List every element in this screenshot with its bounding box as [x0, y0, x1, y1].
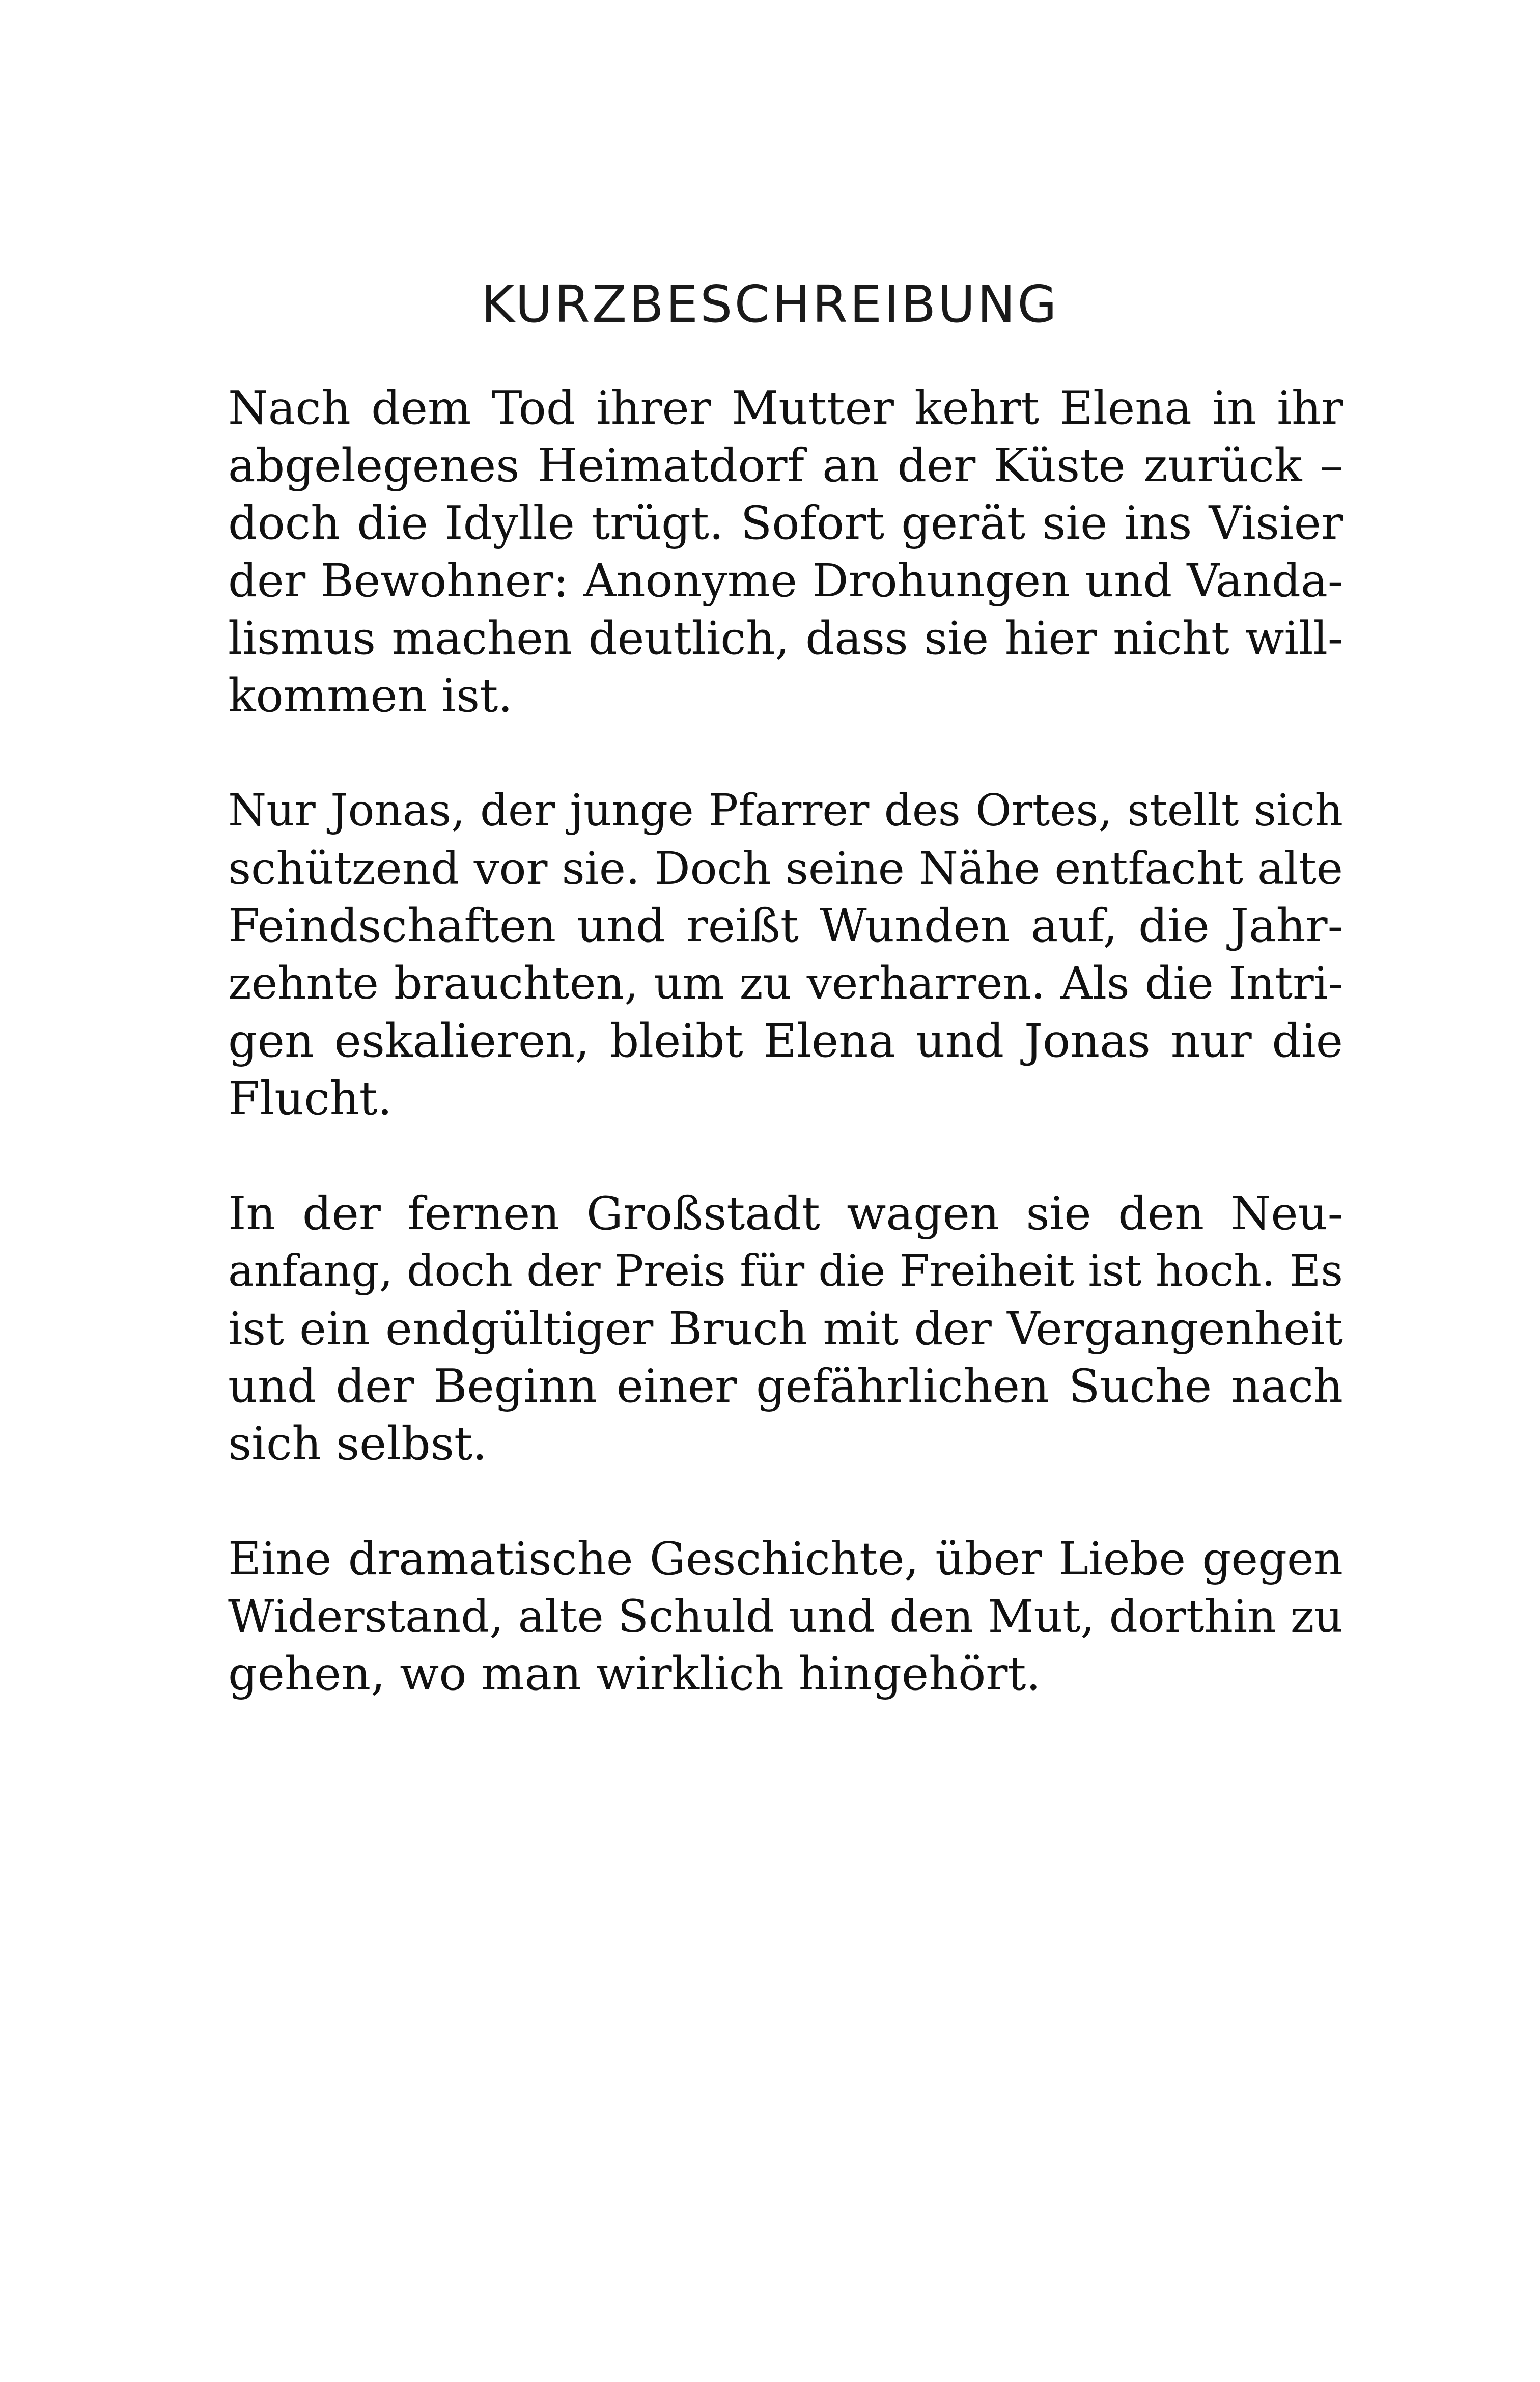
- section-heading: KURZBESCHREIBUNG: [481, 274, 1059, 334]
- description-text: [228, 379, 1343, 1703]
- paragraph-gap: [228, 1473, 1343, 1530]
- text-line: anfang, doch der Preis für die Freiheit ist hoch. Es: [228, 1246, 1343, 1296]
- text-line: Nur Jonas, der junge Pfarrer des Ortes, stellt sich: [228, 785, 1343, 836]
- text-line: und der Beginn einer gefährlichen Suche nach: [228, 1360, 1343, 1413]
- paragraph-gap: [228, 1127, 1343, 1185]
- paragraph: [228, 782, 1343, 1127]
- text-line: zehnte brauchten, um zu verharren. Als die Intri-: [228, 957, 1343, 1009]
- paragraph: [228, 1530, 1343, 1703]
- text-line: abgelegenes Heimatdorf an der Küste zurück –: [228, 439, 1343, 492]
- text-line: kommen ist.: [228, 669, 513, 723]
- text-line: gen eskalieren, bleibt Elena und Jonas nur die: [228, 1014, 1343, 1068]
- text-line: Feindschaften und reißt Wunden auf, die Jahr-: [228, 899, 1343, 953]
- text-line: schützend vor sie. Doch seine Nähe entfacht alte: [228, 842, 1343, 895]
- text-line: Flucht.: [228, 1072, 393, 1125]
- text-line: der Bewohner: Anonyme Drohungen und Vanda-: [228, 554, 1343, 607]
- paragraph: [228, 379, 1343, 725]
- paragraph-gap: [228, 725, 1343, 782]
- text-line: Widerstand, alte Schuld und den Mut, dorthin zu: [228, 1590, 1343, 1643]
- text-line: sich selbst.: [228, 1417, 487, 1471]
- text-line: In der fernen Großstadt wagen sie den Neu-: [228, 1187, 1343, 1240]
- text-line: Nach dem Tod ihrer Mutter kehrt Elena in ihr: [228, 381, 1343, 435]
- text-line: gehen, wo man wirklich hingehört.: [228, 1647, 1041, 1701]
- paragraph: [228, 1185, 1343, 1473]
- text-line: lismus machen deutlich, dass sie hier nicht will-: [228, 612, 1343, 664]
- text-line: ist ein endgültiger Bruch mit der Vergangenheit: [228, 1302, 1343, 1355]
- text-line: Eine dramatische Geschichte, über Liebe gegen: [228, 1532, 1343, 1585]
- text-line: doch die Idylle trügt. Sofort gerät sie ins Visier: [228, 496, 1343, 550]
